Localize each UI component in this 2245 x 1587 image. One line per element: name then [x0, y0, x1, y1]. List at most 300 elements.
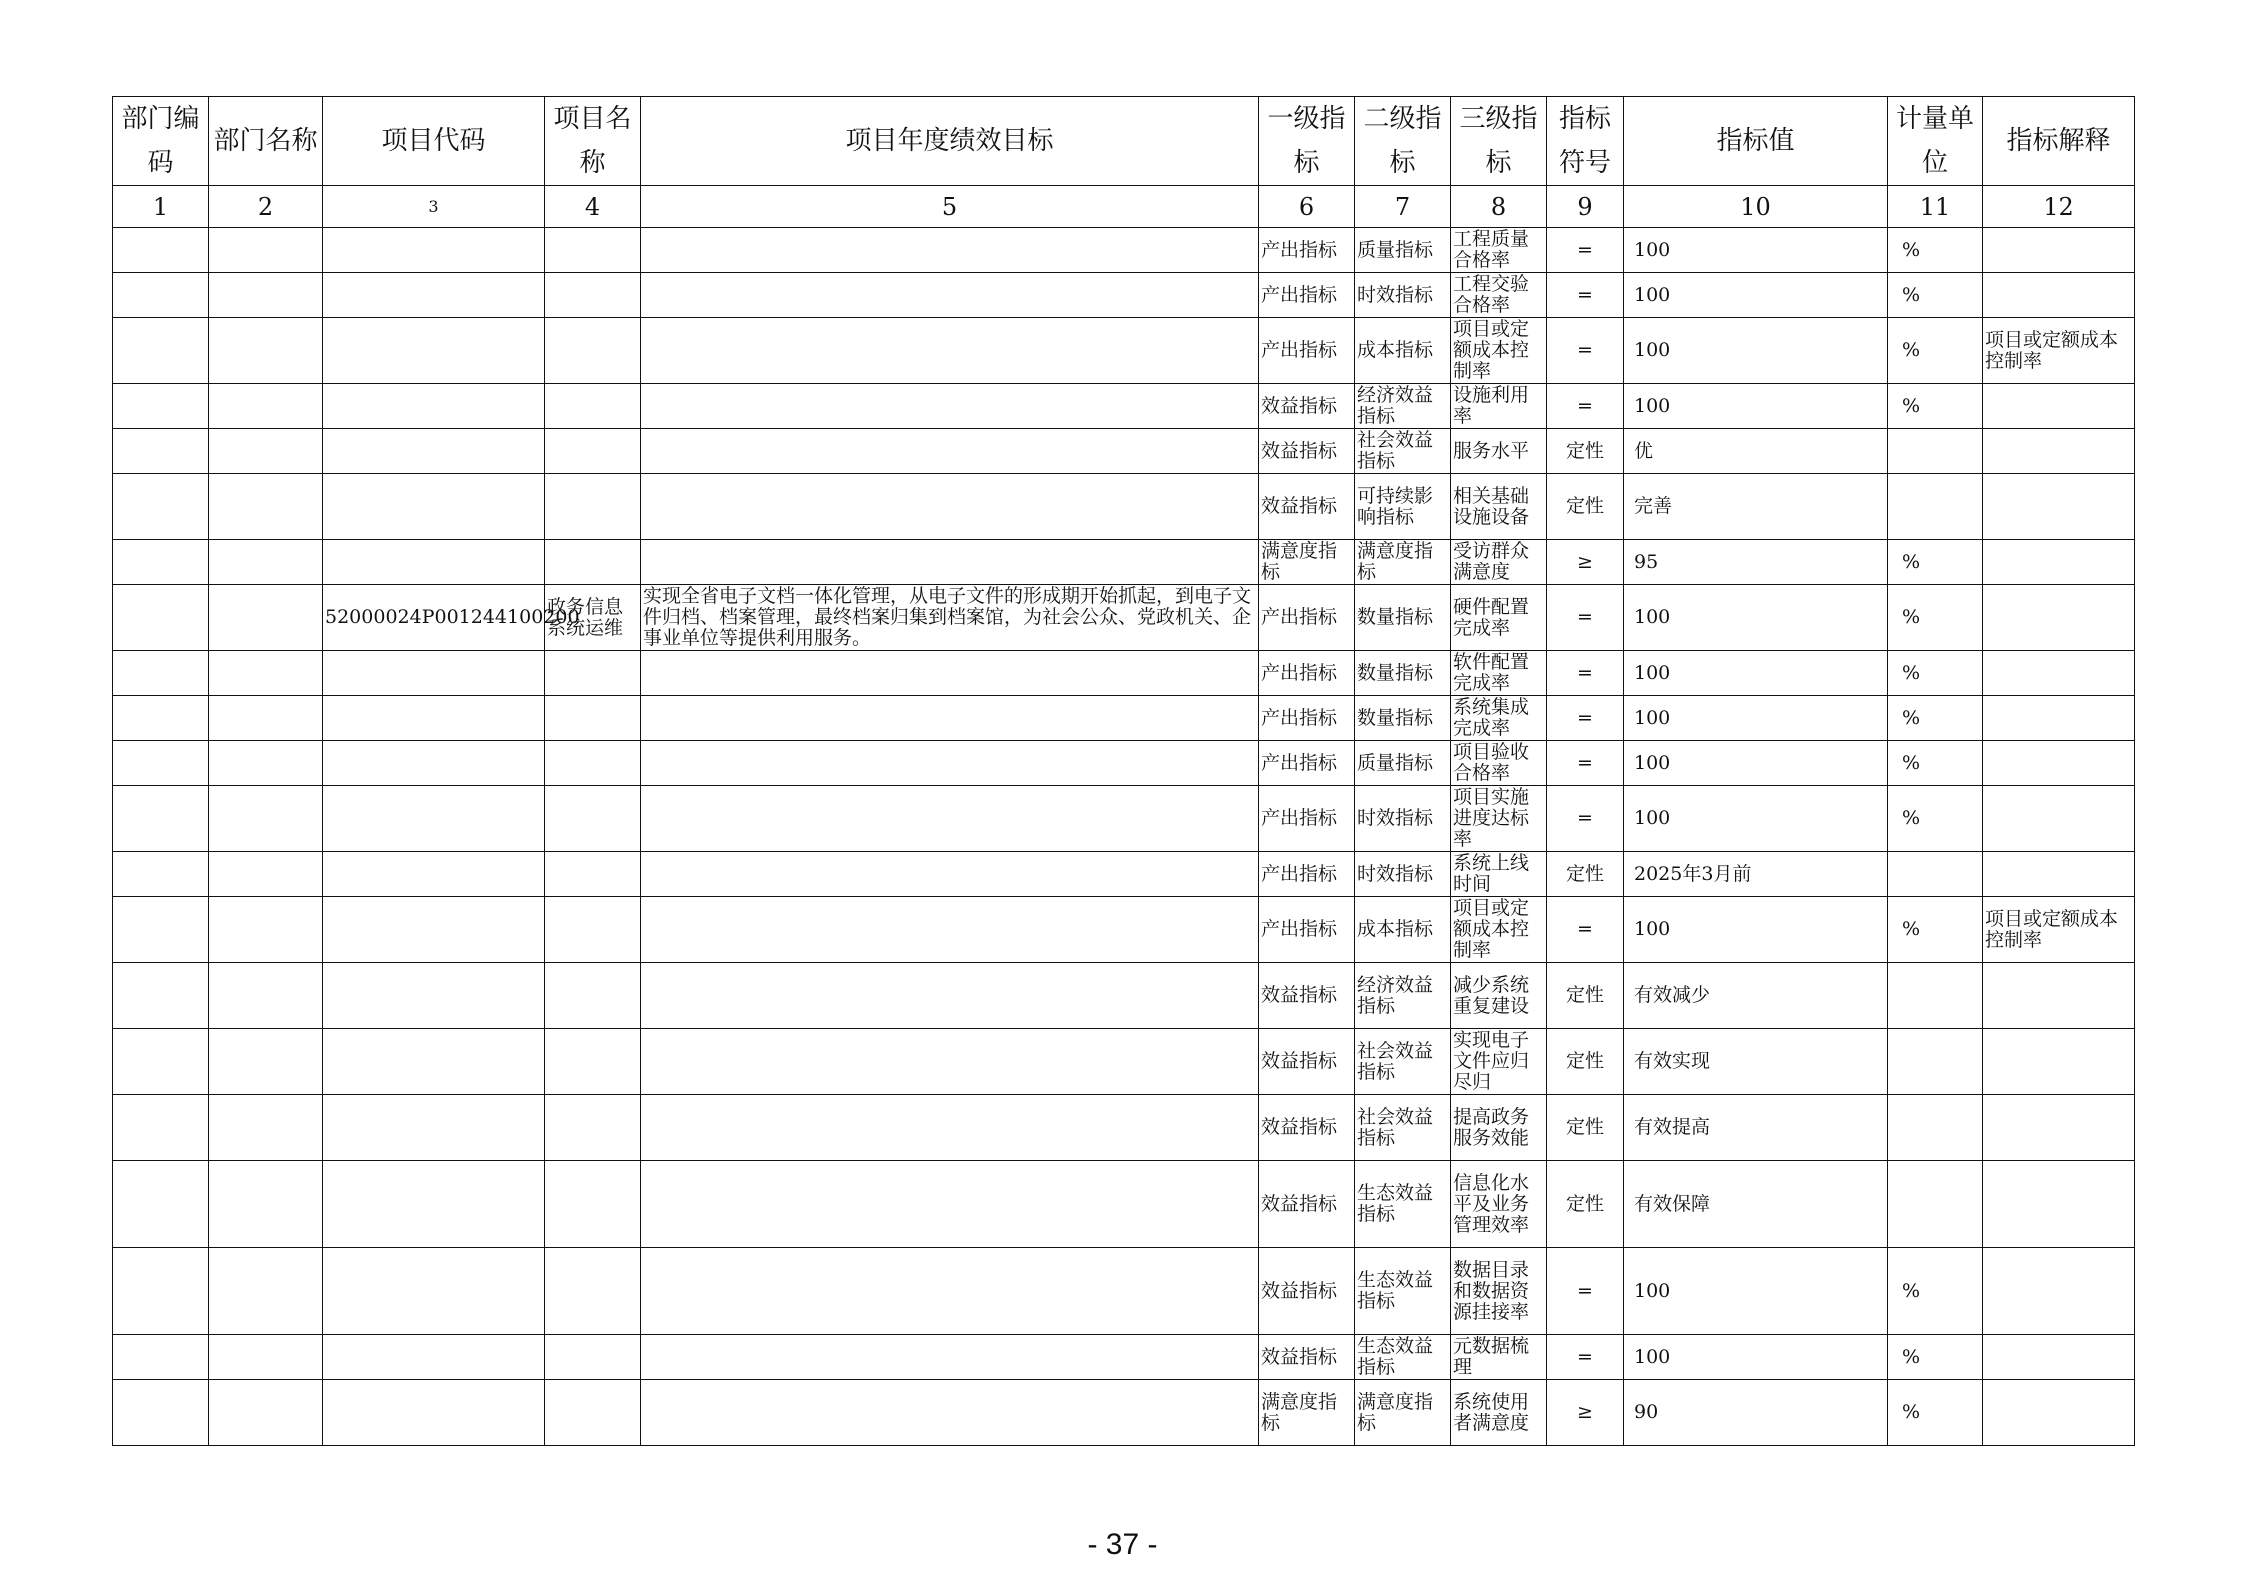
level2-indicator-cell: 质量指标	[1355, 741, 1451, 786]
level3-indicator-cell: 减少系统重复建设	[1451, 963, 1547, 1029]
dept-name-cell	[209, 1248, 323, 1335]
project-code-cell	[323, 963, 545, 1029]
dept-code-cell	[113, 897, 209, 963]
column-number: 8	[1451, 186, 1547, 228]
level1-indicator-cell: 满意度指标	[1259, 540, 1355, 585]
project-code-cell	[323, 696, 545, 741]
dept-code-cell	[113, 429, 209, 474]
unit-cell: %	[1888, 897, 1983, 963]
indicator-symbol-cell: 定性	[1547, 1095, 1624, 1161]
unit-cell	[1888, 1161, 1983, 1248]
indicator-symbol-cell: =	[1547, 1248, 1624, 1335]
header-project-name: 项目名称	[545, 97, 641, 186]
header-row	[113, 97, 2135, 186]
level3-indicator-cell: 项目或定额成本控制率	[1451, 318, 1547, 384]
unit-cell: %	[1888, 741, 1983, 786]
dept-code-cell	[113, 1161, 209, 1248]
explanation-cell	[1983, 852, 2135, 897]
level2-indicator-cell: 社会效益指标	[1355, 429, 1451, 474]
level2-indicator-cell: 质量指标	[1355, 228, 1451, 273]
header-level3: 三级指标	[1451, 97, 1547, 186]
level2-indicator-cell: 时效指标	[1355, 273, 1451, 318]
level3-indicator-cell: 系统集成完成率	[1451, 696, 1547, 741]
annual-goal-cell	[641, 384, 1259, 429]
project-code-cell	[323, 1029, 545, 1095]
unit-cell	[1888, 852, 1983, 897]
header-value: 指标值	[1624, 97, 1888, 186]
level2-indicator-cell: 社会效益指标	[1355, 1029, 1451, 1095]
level1-indicator-cell: 效益指标	[1259, 1161, 1355, 1248]
dept-name-cell	[209, 474, 323, 540]
explanation-cell: 项目或定额成本控制率	[1983, 318, 2135, 384]
dept-name-cell	[209, 897, 323, 963]
unit-cell	[1888, 1095, 1983, 1161]
project-code-cell	[323, 1095, 545, 1161]
unit-cell: %	[1888, 228, 1983, 273]
explanation-cell	[1983, 273, 2135, 318]
level3-indicator-cell: 系统上线时间	[1451, 852, 1547, 897]
level1-indicator-cell: 产出指标	[1259, 786, 1355, 852]
column-number: 9	[1547, 186, 1624, 228]
dept-code-cell	[113, 318, 209, 384]
indicator-symbol-cell: 定性	[1547, 963, 1624, 1029]
unit-cell	[1888, 1029, 1983, 1095]
dept-name-cell	[209, 1029, 323, 1095]
performance-indicator-table	[112, 96, 2135, 1446]
level2-indicator-cell: 成本指标	[1355, 318, 1451, 384]
table-row	[113, 1161, 2135, 1248]
dept-code-cell	[113, 1380, 209, 1446]
dept-name-cell	[209, 1380, 323, 1446]
project-code-cell: 52000024P001244100200	[323, 585, 545, 651]
level3-indicator-cell: 受访群众满意度	[1451, 540, 1547, 585]
level1-indicator-cell: 产出指标	[1259, 585, 1355, 651]
level3-indicator-cell: 系统使用者满意度	[1451, 1380, 1547, 1446]
project-name-cell	[545, 1380, 641, 1446]
dept-name-cell	[209, 963, 323, 1029]
level3-indicator-cell: 设施利用率	[1451, 384, 1547, 429]
explanation-cell	[1983, 228, 2135, 273]
level1-indicator-cell: 满意度指标	[1259, 1380, 1355, 1446]
column-number: 10	[1624, 186, 1888, 228]
level1-indicator-cell: 效益指标	[1259, 384, 1355, 429]
level1-indicator-cell: 产出指标	[1259, 228, 1355, 273]
annual-goal-cell	[641, 651, 1259, 696]
level2-indicator-cell: 成本指标	[1355, 897, 1451, 963]
level2-indicator-cell: 时效指标	[1355, 852, 1451, 897]
indicator-symbol-cell: =	[1547, 651, 1624, 696]
unit-cell	[1888, 963, 1983, 1029]
annual-goal-cell	[641, 1029, 1259, 1095]
table-row	[113, 1248, 2135, 1335]
header-unit: 计量单位	[1888, 97, 1983, 186]
indicator-value-cell: 100	[1624, 384, 1888, 429]
explanation-cell	[1983, 585, 2135, 651]
indicator-symbol-cell: ≥	[1547, 1380, 1624, 1446]
column-number: 1	[113, 186, 209, 228]
unit-cell: %	[1888, 786, 1983, 852]
annual-goal-cell	[641, 1095, 1259, 1161]
level3-indicator-cell: 提高政务服务效能	[1451, 1095, 1547, 1161]
indicator-symbol-cell: 定性	[1547, 1161, 1624, 1248]
annual-goal-cell	[641, 1248, 1259, 1335]
project-name-cell	[545, 273, 641, 318]
unit-cell: %	[1888, 651, 1983, 696]
indicator-value-cell: 完善	[1624, 474, 1888, 540]
indicator-symbol-cell: =	[1547, 1335, 1624, 1380]
project-code-cell	[323, 1380, 545, 1446]
unit-cell: %	[1888, 1380, 1983, 1446]
annual-goal-cell	[641, 741, 1259, 786]
dept-code-cell	[113, 273, 209, 318]
indicator-value-cell: 有效减少	[1624, 963, 1888, 1029]
unit-cell	[1888, 429, 1983, 474]
column-number: 6	[1259, 186, 1355, 228]
dept-code-cell	[113, 696, 209, 741]
annual-goal-cell	[641, 318, 1259, 384]
annual-goal-cell	[641, 429, 1259, 474]
project-name-cell	[545, 1029, 641, 1095]
level2-indicator-cell: 时效指标	[1355, 786, 1451, 852]
table-row	[113, 963, 2135, 1029]
project-code-cell	[323, 897, 545, 963]
level1-indicator-cell: 产出指标	[1259, 273, 1355, 318]
annual-goal-cell	[641, 1380, 1259, 1446]
project-code-cell	[323, 474, 545, 540]
column-number: 2	[209, 186, 323, 228]
table-row	[113, 1095, 2135, 1161]
indicator-value-cell: 100	[1624, 786, 1888, 852]
project-code-cell	[323, 429, 545, 474]
dept-name-cell	[209, 741, 323, 786]
project-name-cell	[545, 1248, 641, 1335]
table-row	[113, 273, 2135, 318]
table-row	[113, 1380, 2135, 1446]
table-row	[113, 852, 2135, 897]
level2-indicator-cell: 数量指标	[1355, 696, 1451, 741]
indicator-value-cell: 100	[1624, 273, 1888, 318]
dept-code-cell	[113, 1029, 209, 1095]
column-number: 7	[1355, 186, 1451, 228]
column-number: 3	[323, 186, 545, 228]
dept-code-cell	[113, 741, 209, 786]
dept-name-cell	[209, 384, 323, 429]
indicator-value-cell: 100	[1624, 585, 1888, 651]
indicator-value-cell: 100	[1624, 318, 1888, 384]
indicator-symbol-cell: =	[1547, 897, 1624, 963]
level1-indicator-cell: 产出指标	[1259, 696, 1355, 741]
table-row	[113, 384, 2135, 429]
unit-cell: %	[1888, 1248, 1983, 1335]
level2-indicator-cell: 社会效益指标	[1355, 1095, 1451, 1161]
table-row	[113, 897, 2135, 963]
header-level1: 一级指标	[1259, 97, 1355, 186]
annual-goal-cell	[641, 1335, 1259, 1380]
level3-indicator-cell: 项目或定额成本控制率	[1451, 897, 1547, 963]
project-code-cell	[323, 1161, 545, 1248]
indicator-symbol-cell: ≥	[1547, 540, 1624, 585]
project-name-cell	[545, 786, 641, 852]
indicator-symbol-cell: 定性	[1547, 474, 1624, 540]
indicator-value-cell: 100	[1624, 741, 1888, 786]
column-number: 11	[1888, 186, 1983, 228]
table-row	[113, 786, 2135, 852]
project-name-cell	[545, 651, 641, 696]
explanation-cell	[1983, 1161, 2135, 1248]
level3-indicator-cell: 软件配置完成率	[1451, 651, 1547, 696]
page-number: - 37 -	[1087, 1528, 1158, 1561]
level1-indicator-cell: 效益指标	[1259, 1248, 1355, 1335]
project-name-cell: 政务信息系统运维	[545, 585, 641, 651]
unit-cell: %	[1888, 318, 1983, 384]
indicator-symbol-cell: =	[1547, 273, 1624, 318]
annual-goal-cell	[641, 963, 1259, 1029]
unit-cell: %	[1888, 696, 1983, 741]
level2-indicator-cell: 经济效益指标	[1355, 963, 1451, 1029]
project-code-cell	[323, 228, 545, 273]
level3-indicator-cell: 项目验收合格率	[1451, 741, 1547, 786]
level3-indicator-cell: 工程交验合格率	[1451, 273, 1547, 318]
indicator-value-cell: 100	[1624, 897, 1888, 963]
dept-code-cell	[113, 228, 209, 273]
indicator-value-cell: 优	[1624, 429, 1888, 474]
header-level2: 二级指标	[1355, 97, 1451, 186]
dept-code-cell	[113, 651, 209, 696]
indicator-symbol-cell: =	[1547, 696, 1624, 741]
indicator-symbol-cell: 定性	[1547, 852, 1624, 897]
column-number: 12	[1983, 186, 2135, 228]
dept-name-cell	[209, 540, 323, 585]
level3-indicator-cell: 项目实施进度达标率	[1451, 786, 1547, 852]
dept-name-cell	[209, 1095, 323, 1161]
column-number: 4	[545, 186, 641, 228]
level1-indicator-cell: 效益指标	[1259, 474, 1355, 540]
dept-code-cell	[113, 384, 209, 429]
indicator-value-cell: 有效实现	[1624, 1029, 1888, 1095]
dept-name-cell	[209, 585, 323, 651]
table-row	[113, 585, 2135, 651]
explanation-cell: 项目或定额成本控制率	[1983, 897, 2135, 963]
annual-goal-cell	[641, 273, 1259, 318]
level2-indicator-cell: 可持续影响指标	[1355, 474, 1451, 540]
project-code-cell	[323, 540, 545, 585]
project-name-cell	[545, 897, 641, 963]
project-name-cell	[545, 741, 641, 786]
explanation-cell	[1983, 741, 2135, 786]
table-row	[113, 741, 2135, 786]
column-number-row	[113, 186, 2135, 228]
indicator-value-cell: 100	[1624, 696, 1888, 741]
dept-name-cell	[209, 1161, 323, 1248]
header-project-code: 项目代码	[323, 97, 545, 186]
dept-code-cell	[113, 1248, 209, 1335]
project-name-cell	[545, 852, 641, 897]
project-name-cell	[545, 228, 641, 273]
level2-indicator-cell: 经济效益指标	[1355, 384, 1451, 429]
annual-goal-cell	[641, 228, 1259, 273]
project-name-cell	[545, 474, 641, 540]
unit-cell: %	[1888, 1335, 1983, 1380]
table-row	[113, 540, 2135, 585]
level2-indicator-cell: 数量指标	[1355, 585, 1451, 651]
unit-cell: %	[1888, 540, 1983, 585]
dept-code-cell	[113, 474, 209, 540]
explanation-cell	[1983, 540, 2135, 585]
table-row	[113, 1029, 2135, 1095]
indicator-symbol-cell: 定性	[1547, 1029, 1624, 1095]
project-code-cell	[323, 1335, 545, 1380]
table-row	[113, 696, 2135, 741]
annual-goal-cell: 实现全省电子文档一体化管理，从电子文件的形成期开始抓起，到电子文件归档、档案管理，最终档案归集到档案馆，为社会公众、党政机关、企事业单位等提供利用服务。	[641, 585, 1259, 651]
project-name-cell	[545, 429, 641, 474]
dept-name-cell	[209, 651, 323, 696]
explanation-cell	[1983, 1248, 2135, 1335]
project-name-cell	[545, 318, 641, 384]
annual-goal-cell	[641, 474, 1259, 540]
level1-indicator-cell: 产出指标	[1259, 741, 1355, 786]
header-dept-code: 部门编码	[113, 97, 209, 186]
table-row	[113, 429, 2135, 474]
level2-indicator-cell: 生态效益指标	[1355, 1248, 1451, 1335]
indicator-value-cell: 100	[1624, 228, 1888, 273]
project-code-cell	[323, 852, 545, 897]
indicator-symbol-cell: =	[1547, 228, 1624, 273]
annual-goal-cell	[641, 540, 1259, 585]
annual-goal-cell	[641, 897, 1259, 963]
dept-code-cell	[113, 786, 209, 852]
table-row	[113, 1335, 2135, 1380]
indicator-symbol-cell: =	[1547, 384, 1624, 429]
indicator-value-cell: 有效保障	[1624, 1161, 1888, 1248]
indicator-symbol-cell: =	[1547, 585, 1624, 651]
explanation-cell	[1983, 696, 2135, 741]
project-name-cell	[545, 540, 641, 585]
level2-indicator-cell: 数量指标	[1355, 651, 1451, 696]
table-row	[113, 474, 2135, 540]
level2-indicator-cell: 生态效益指标	[1355, 1161, 1451, 1248]
explanation-cell	[1983, 1029, 2135, 1095]
level1-indicator-cell: 产出指标	[1259, 318, 1355, 384]
level1-indicator-cell: 效益指标	[1259, 429, 1355, 474]
explanation-cell	[1983, 1095, 2135, 1161]
explanation-cell	[1983, 1380, 2135, 1446]
unit-cell: %	[1888, 273, 1983, 318]
explanation-cell	[1983, 651, 2135, 696]
column-number: 5	[641, 186, 1259, 228]
dept-code-cell	[113, 852, 209, 897]
level3-indicator-cell: 元数据梳理	[1451, 1335, 1547, 1380]
level1-indicator-cell: 效益指标	[1259, 1029, 1355, 1095]
level3-indicator-cell: 服务水平	[1451, 429, 1547, 474]
project-code-cell	[323, 273, 545, 318]
level2-indicator-cell: 生态效益指标	[1355, 1335, 1451, 1380]
project-name-cell	[545, 696, 641, 741]
explanation-cell	[1983, 786, 2135, 852]
level1-indicator-cell: 效益指标	[1259, 1335, 1355, 1380]
project-name-cell	[545, 384, 641, 429]
level2-indicator-cell: 满意度指标	[1355, 1380, 1451, 1446]
dept-code-cell	[113, 540, 209, 585]
indicator-value-cell: 100	[1624, 1248, 1888, 1335]
table-row	[113, 318, 2135, 384]
project-code-cell	[323, 741, 545, 786]
indicator-value-cell: 100	[1624, 651, 1888, 696]
dept-code-cell	[113, 585, 209, 651]
annual-goal-cell	[641, 852, 1259, 897]
project-name-cell	[545, 963, 641, 1029]
project-name-cell	[545, 1095, 641, 1161]
indicator-value-cell: 2025年3月前	[1624, 852, 1888, 897]
level3-indicator-cell: 实现电子文件应归尽归	[1451, 1029, 1547, 1095]
indicator-value-cell: 90	[1624, 1380, 1888, 1446]
annual-goal-cell	[641, 786, 1259, 852]
level2-indicator-cell: 满意度指标	[1355, 540, 1451, 585]
annual-goal-cell	[641, 1161, 1259, 1248]
level1-indicator-cell: 产出指标	[1259, 651, 1355, 696]
level1-indicator-cell: 产出指标	[1259, 897, 1355, 963]
unit-cell: %	[1888, 384, 1983, 429]
project-code-cell	[323, 318, 545, 384]
explanation-cell	[1983, 384, 2135, 429]
dept-name-cell	[209, 228, 323, 273]
project-code-cell	[323, 786, 545, 852]
dept-name-cell	[209, 1335, 323, 1380]
level3-indicator-cell: 数据目录和数据资源挂接率	[1451, 1248, 1547, 1335]
header-explanation: 指标解释	[1983, 97, 2135, 186]
indicator-symbol-cell: =	[1547, 786, 1624, 852]
header-annual-goal: 项目年度绩效目标	[641, 97, 1259, 186]
explanation-cell	[1983, 1335, 2135, 1380]
unit-cell	[1888, 474, 1983, 540]
project-name-cell	[545, 1335, 641, 1380]
indicator-symbol-cell: =	[1547, 741, 1624, 786]
dept-name-cell	[209, 852, 323, 897]
indicator-value-cell: 95	[1624, 540, 1888, 585]
indicator-symbol-cell: =	[1547, 318, 1624, 384]
project-code-cell	[323, 384, 545, 429]
level1-indicator-cell: 效益指标	[1259, 963, 1355, 1029]
level3-indicator-cell: 工程质量合格率	[1451, 228, 1547, 273]
level1-indicator-cell: 产出指标	[1259, 852, 1355, 897]
level3-indicator-cell: 信息化水平及业务管理效率	[1451, 1161, 1547, 1248]
level1-indicator-cell: 效益指标	[1259, 1095, 1355, 1161]
dept-name-cell	[209, 429, 323, 474]
unit-cell: %	[1888, 585, 1983, 651]
table-row	[113, 228, 2135, 273]
dept-name-cell	[209, 273, 323, 318]
indicator-value-cell: 100	[1624, 1335, 1888, 1380]
dept-name-cell	[209, 786, 323, 852]
dept-code-cell	[113, 1335, 209, 1380]
dept-name-cell	[209, 318, 323, 384]
table-row	[113, 651, 2135, 696]
project-code-cell	[323, 1248, 545, 1335]
header-symbol: 指标符号	[1547, 97, 1624, 186]
dept-name-cell	[209, 696, 323, 741]
header-dept-name: 部门名称	[209, 97, 323, 186]
indicator-symbol-cell: 定性	[1547, 429, 1624, 474]
project-code-cell	[323, 651, 545, 696]
annual-goal-cell	[641, 696, 1259, 741]
explanation-cell	[1983, 474, 2135, 540]
explanation-cell	[1983, 429, 2135, 474]
dept-code-cell	[113, 1095, 209, 1161]
project-name-cell	[545, 1161, 641, 1248]
level3-indicator-cell: 相关基础设施设备	[1451, 474, 1547, 540]
indicator-value-cell: 有效提高	[1624, 1095, 1888, 1161]
dept-code-cell	[113, 963, 209, 1029]
explanation-cell	[1983, 963, 2135, 1029]
